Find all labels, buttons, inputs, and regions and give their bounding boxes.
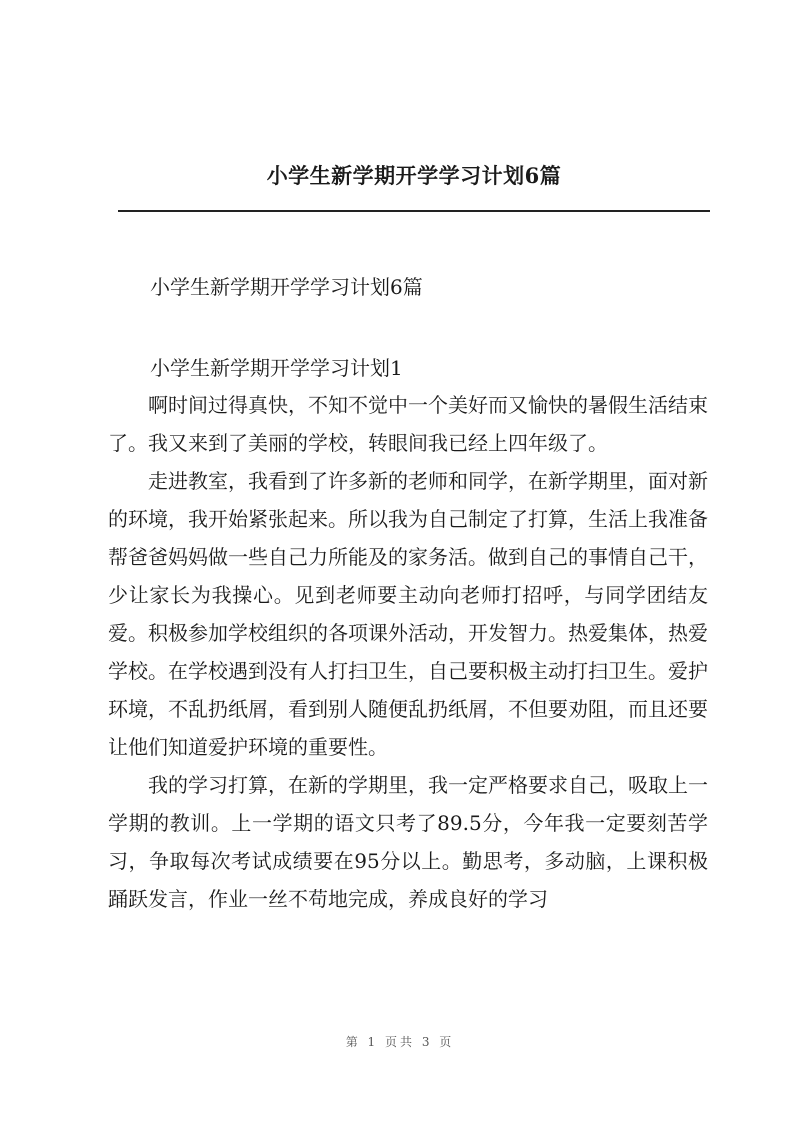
header-divider — [118, 210, 710, 212]
spacer — [108, 305, 708, 351]
page-number-footer: 第 1 页共 3 页 — [345, 1035, 455, 1049]
document-body — [108, 270, 708, 918]
document-title: 小学生新学期开学学习计划6篇 — [150, 275, 423, 299]
paragraph-1: 啊时间过得真快，不知不觉中一个美好而又愉快的暑假生活结束了。我又来到了美丽的学校，转眼间我已经上四年级了。 — [108, 393, 708, 455]
page-header-title: 小学生新学期开学学习计划6篇 — [266, 163, 562, 188]
paragraph-2: 走进教室，我看到了许多新的老师和同学，在新学期里，面对新的环境，我开始紧张起来。所以我为自己制定了打算，生活上我准备帮爸爸妈妈做一些自己力所能及的家务活。做到自己的事情自己干，少让家长为我操心。见到老师要主动向老师打招呼，与同学团结友爱。积极参加学校组织的各项课外活动，开发智力。热爱集体，热爱学校。在学校遇到没有人打扫卫生，自己要积极主动打扫卫生。爱护环境，不乱扔纸屑，看到别人随便乱扔纸屑，不但要劝阻，而且还要让他们知道爱护环境的重要性。 — [108, 469, 708, 759]
section-title: 小学生新学期开学学习计划1 — [150, 356, 403, 380]
paragraph-3: 我的学习打算，在新的学期里，我一定严格要求自己，吸取上一学期的教训。上一学期的语文只考了89.5分，今年我一定要刻苦学习，争取每次考试成绩要在95分以上。勤思考，多动脑，上课积极踊跃发言，作业一丝不苟地完成，养成良好的学习 — [108, 773, 708, 911]
